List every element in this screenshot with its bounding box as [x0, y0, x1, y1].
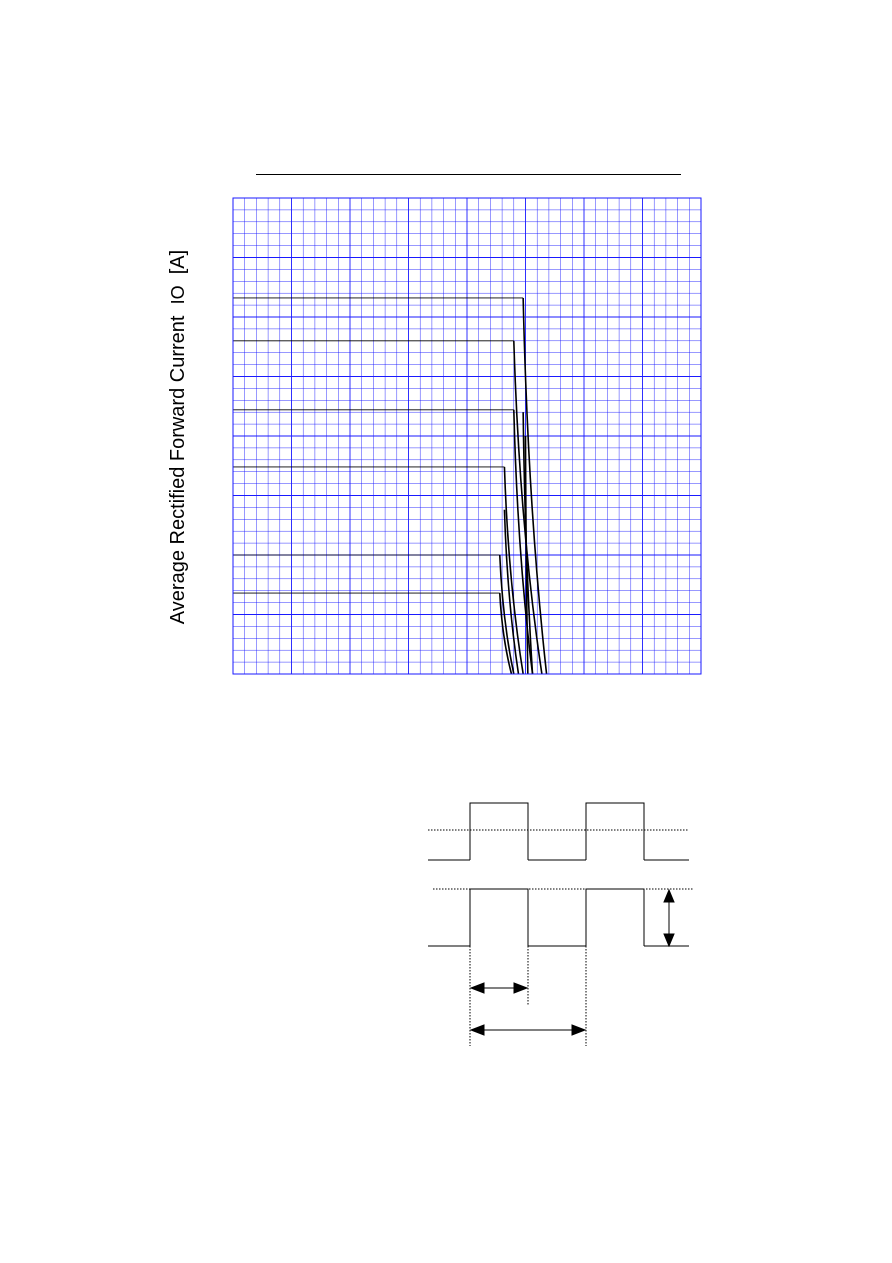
pulse-width-arrow-head-right: [514, 983, 527, 993]
y-axis-label-text: Average Rectified Forward Current: [167, 315, 189, 625]
chart-curves: [500, 298, 547, 674]
period-arrow-head-left: [471, 1025, 484, 1035]
upper-pulse-2: [586, 803, 644, 860]
period-arrow-head-right: [572, 1025, 585, 1035]
pulse-width-arrow-head-left: [471, 983, 484, 993]
waveform-diagram: [428, 803, 693, 1046]
y-axis-label-unit: [A]: [167, 249, 189, 275]
y-axis-label-symbol: IO: [168, 285, 188, 305]
chart-grid: [233, 198, 701, 674]
lower-pulse-2: [586, 889, 644, 946]
reference-lines: [233, 298, 523, 593]
upper-pulse-1: [470, 803, 528, 860]
lower-pulse-1: [470, 889, 528, 946]
amplitude-arrow-head-top: [664, 890, 674, 902]
amplitude-arrow-head-bottom: [664, 934, 674, 946]
